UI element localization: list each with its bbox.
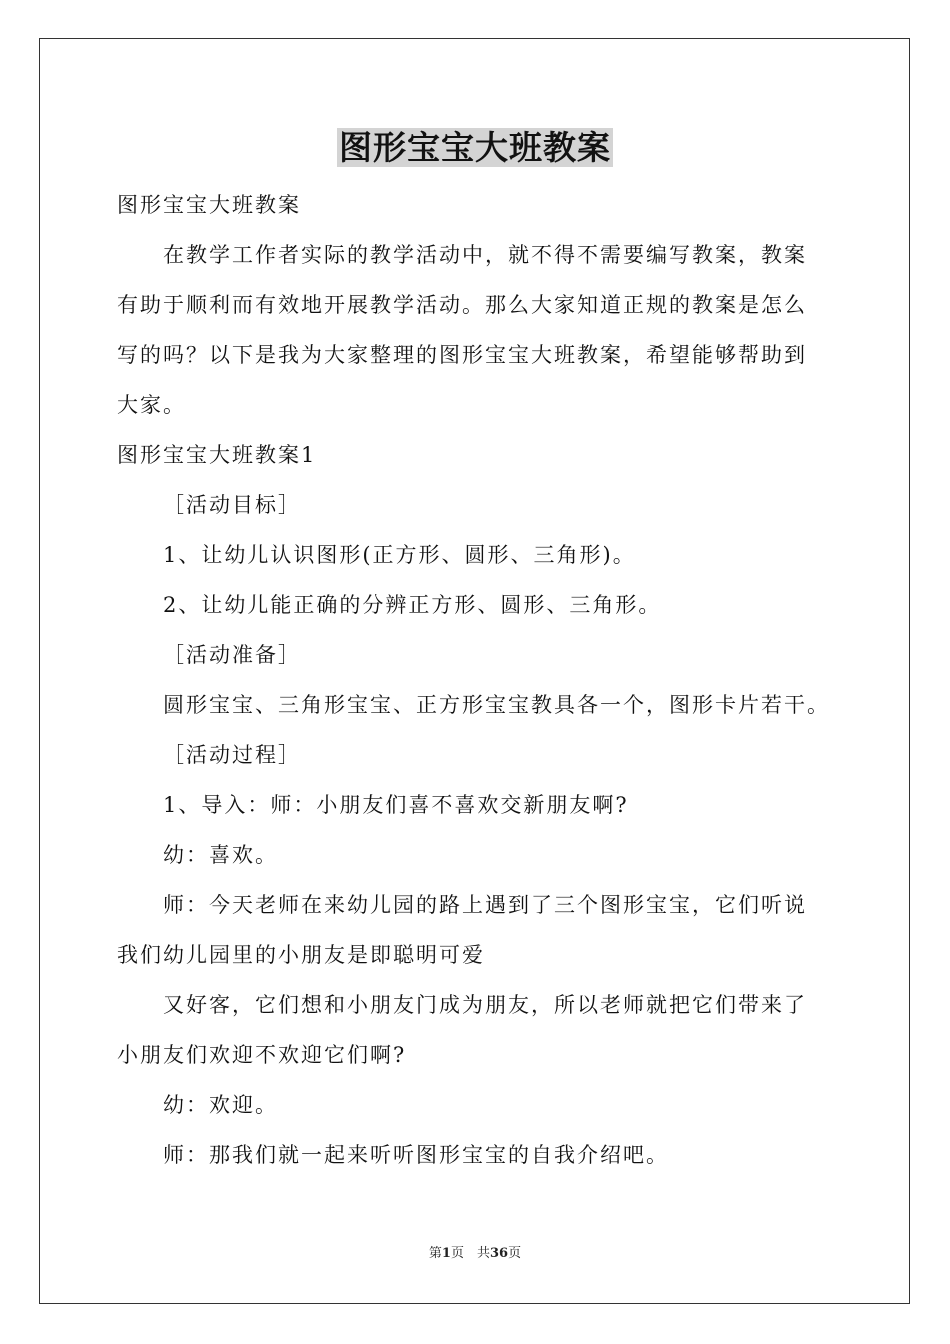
page-number-prefix: 第 — [428, 1246, 442, 1261]
subsection-heading: ［活动准备］ — [163, 643, 301, 667]
document-body — [117, 180, 852, 1180]
body-line: 幼：欢迎。 — [163, 1093, 278, 1117]
body-line: 圆形宝宝、三角形宝宝、正方形宝宝教具各一个，图形卡片若干。 — [163, 693, 830, 717]
body-line: 图形宝宝大班教案 — [117, 193, 301, 217]
body-line: 幼：喜欢。 — [163, 843, 278, 867]
page-number-suffix: 页 — [508, 1246, 522, 1261]
page-number-mid: 页 共 — [450, 1246, 490, 1261]
page-footer — [0, 1244, 950, 1264]
body-line: 1、让幼儿认识图形(正方形、圆形、三角形)。 — [163, 543, 636, 567]
body-line: 又好客，它们想和小朋友门成为朋友，所以老师就把它们带来了 — [163, 993, 807, 1017]
body-line: 1、导入：师：小朋友们喜不喜欢交新朋友啊? — [163, 793, 629, 817]
page-number-current: 1 — [441, 1246, 451, 1261]
body-line: 师：那我们就一起来听听图形宝宝的自我介绍吧。 — [163, 1143, 669, 1167]
section-heading: 图形宝宝大班教案1 — [117, 443, 317, 467]
subsection-heading: ［活动目标］ — [163, 493, 301, 517]
page-number-total: 36 — [489, 1246, 509, 1261]
body-line: 我们幼儿园里的小朋友是即聪明可爱 — [117, 943, 485, 967]
body-line: 写的吗？以下是我为大家整理的图形宝宝大班教案，希望能够帮助到 — [117, 343, 807, 367]
subsection-heading: ［活动过程］ — [163, 743, 301, 767]
body-line: 在教学工作者实际的教学活动中，就不得不需要编写教案，教案 — [163, 243, 807, 267]
body-line: 师：今天老师在来幼儿园的路上遇到了三个图形宝宝，它们听说 — [163, 893, 807, 917]
body-line: 有助于顺利而有效地开展教学活动。那么大家知道正规的教案是怎么 — [117, 293, 807, 317]
document-title-text: 图形宝宝大班教案 — [339, 128, 611, 167]
body-line: 大家。 — [117, 393, 186, 417]
body-line: 小朋友们欢迎不欢迎它们啊? — [117, 1043, 407, 1067]
body-line: 2、让幼儿能正确的分辨正方形、圆形、三角形。 — [163, 593, 662, 617]
document-title — [0, 126, 950, 170]
